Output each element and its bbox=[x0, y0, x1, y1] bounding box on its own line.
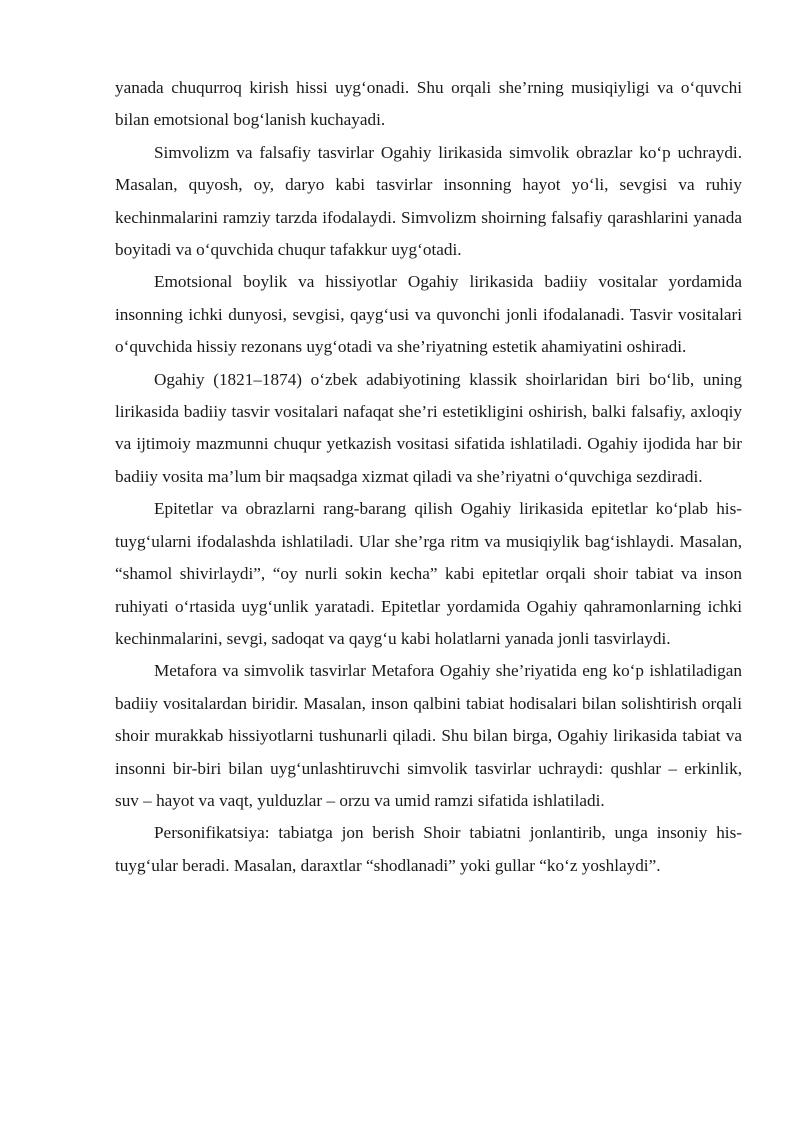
paragraph-symbolism: Simvolizm va falsafiy tasvirlar Ogahiy lirikasida simvolik obrazlar ko‘p uchraydi. Masalan, quyosh, oy, daryo kabi tasvirlar insonning hayot yo‘li, sevgisi va ruhiy kechinmalarini ramziy tarzda ifodalaydi. Simvolizm shoirning falsafiy qarashlarini yanada boyitadi va o‘quvchida chuqur tafakkur uyg‘otadi. bbox=[115, 142, 742, 260]
paragraph-continuation: yanada chuqurroq kirish hissi uyg‘onadi. Shu orqali she’rning musiqiyligi va o‘quvchi bilan emotsional bog‘lanish kuchayadi. bbox=[115, 78, 742, 130]
paragraph-epithets: Epitetlar va obrazlarni rang-barang qilish Ogahiy lirikasida epitetlar ko‘plab his-tuyg‘ularni ifodalashda ishlatiladi. Ular she’rga ritm va musiqiylik bag‘ishlaydi. Masalan, “shamol shivirlaydi”, “oy nurli sokin kecha” kabi epitetlar orqali shoir tabiat va inson ruhiyati o‘rtasida uyg‘unlik yaratadi. Epitetlar yordamida Ogahiy qahramonlarning ichki kechinmalarini, sevgi, sadoqat va qayg‘u kabi holatlarni yanada jonli tasvirlaydi. bbox=[115, 499, 742, 648]
paragraph-emotional-richness: Emotsional boylik va hissiyotlar Ogahiy lirikasida badiiy vositalar yordamida insonning ichki dunyosi, sevgisi, qayg‘usi va quvonchi jonli ifodalanadi. Tasvir vositalari o‘quvchida hissiy rezonans uyg‘otadi va she’riyatning estetik ahamiyatini oshiradi. bbox=[115, 272, 742, 357]
paragraph-metaphor: Metafora va simvolik tasvirlar Metafora Ogahiy she’riyatida eng ko‘p ishlatiladigan badiiy vositalardan biridir. Masalan, inson qalbini tabiat hodisalari bilan solishtirish orqali shoir murakkab hissiyotlarni tushunarli qiladi. Shu bilan birga, Ogahiy lirikasida tabiat va insonni bir-biri bilan uyg‘unlashtiruvchi simvolik tasvirlar uchraydi: qushlar – erkinlik, suv – hayot va vaqt, yulduzlar – orzu va umid ramzi sifatida ishlatiladi. bbox=[115, 661, 742, 810]
document-page bbox=[115, 72, 742, 882]
paragraph-personification: Personifikatsiya: tabiatga jon berish Shoir tabiatni jonlantirib, unga insoniy his-tuyg‘ular beradi. Masalan, daraxtlar “shodlanadi” yoki gullar “ko‘z yoshlaydi”. bbox=[115, 823, 742, 875]
paragraph-ogahiy-intro: Ogahiy (1821–1874) o‘zbek adabiyotining klassik shoirlaridan biri bo‘lib, uning lirikasida badiiy tasvir vositalari nafaqat she’ri estetikligini oshirish, balki falsafiy, axloqiy va ijtimoiy mazmunni chuqur yetkazish vositasi sifatida ishlatiladi. Ogahiy ijodida har bir badiiy vosita ma’lum bir maqsadga xizmat qiladi va she’riyatni o‘quvchiga sezdiradi. bbox=[115, 369, 742, 486]
